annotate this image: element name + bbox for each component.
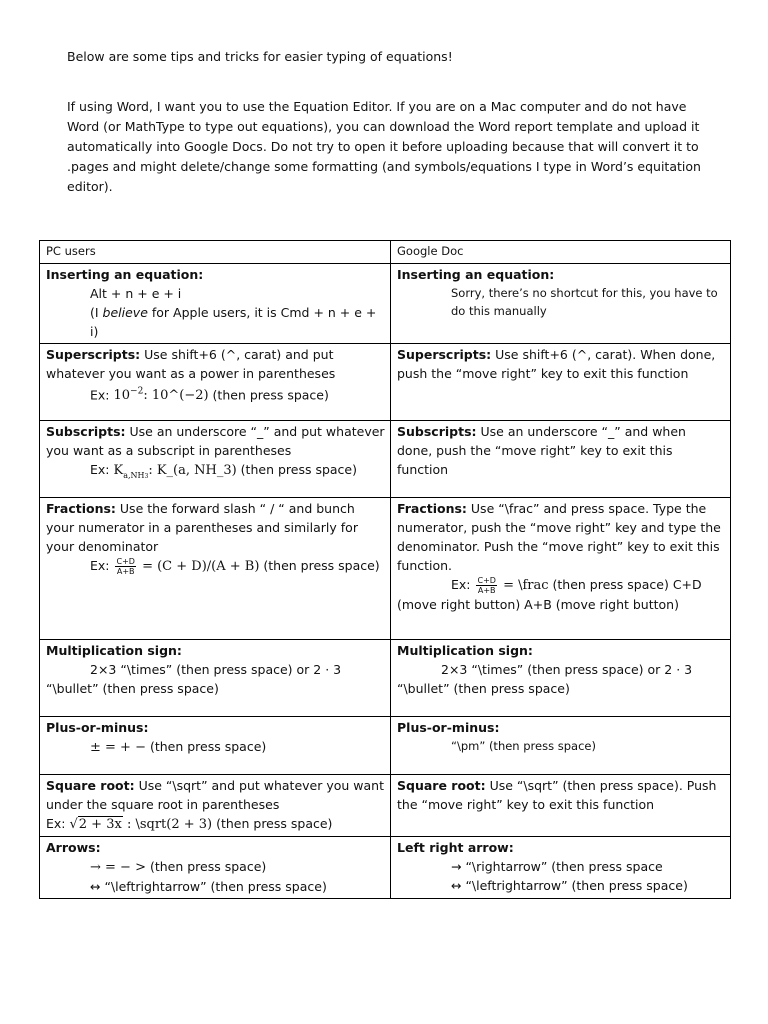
row-title: Superscripts: (46, 347, 141, 362)
example-line (46, 556, 385, 576)
example-math (113, 463, 236, 478)
row-title: Subscripts: (46, 424, 126, 439)
example-math (113, 388, 208, 403)
cell-text: 2×3 “\times” (then press space) or 2 · 3 (441, 662, 693, 677)
cell-pc-fractions (40, 498, 391, 640)
cell-text: Use “\sqrt” (then press space). Push the “move right” key to exit this function (397, 778, 717, 812)
subscript-index: 3 (144, 472, 149, 480)
example-label: Ex: (46, 816, 70, 831)
example-label: Ex: (90, 558, 114, 573)
cell-gd-plusminus (391, 717, 731, 775)
math-typed: = (C + D)/(A + B) (137, 559, 260, 574)
math-typed: ± = + − (90, 740, 146, 755)
cell-gd-subscripts (391, 421, 731, 498)
math-typed: = \frac (498, 578, 549, 593)
cell-text: “\pm” (then press space) (451, 739, 596, 753)
example-line (46, 737, 385, 757)
example-label: Ex: (451, 577, 475, 592)
table-row (40, 421, 731, 498)
cell-gd-superscripts (391, 344, 731, 421)
cell-text: Use “\sqrt” and put whatever you want under the square root in parentheses (46, 778, 384, 812)
example-label: Ex: (90, 387, 114, 403)
example-label: Ex: (90, 462, 114, 477)
cell-pc-multiplication (40, 640, 391, 717)
row-title: Fractions: (46, 501, 116, 516)
example-tail: (then press space) C+D (548, 577, 702, 592)
cell-text: → “\rightarrow” (then press space (451, 859, 663, 874)
intro-heading: Below are some tips and tricks for easier typing of equations! (67, 49, 453, 64)
cell-gd-fractions (391, 498, 731, 640)
table-row (40, 837, 731, 899)
example-math: √2 + 3x : \sqrt(2 + 3) (69, 817, 213, 832)
cell-pc-insert (40, 264, 391, 344)
math-base: K (113, 463, 124, 478)
row-title: Square root: (46, 778, 135, 793)
cell-text: 2×3 “\times” (then press space) or 2 · 3 (90, 662, 342, 677)
cell-text: Use shift+6 (^, carat) and put whatever you want as a power in parentheses (46, 347, 336, 381)
row-title: Square root: (397, 778, 486, 793)
row-title: Subscripts: (397, 424, 477, 439)
row-title: Inserting an equation: (397, 267, 555, 282)
example-line (397, 575, 725, 595)
intro-paragraph: If using Word, I want you to use the Equation Editor. If you are on a Mac computer and do not have Word (or MathType to type out equations), you can download the Word report template and upload it automatically into Google Docs. Do not try to open it before uploading because that will convert it to .pages and might delete/change some formatting (and symbols/equations I type in Word’s equitation editor). (67, 99, 701, 194)
cell-pc-arrows (40, 837, 391, 899)
row-title: Plus-or-minus: (46, 720, 149, 735)
row-title: Superscripts: (397, 347, 492, 362)
table-row (40, 264, 731, 344)
row-title: Left right arrow: (397, 840, 514, 855)
text-span: for Apple users, it is Cmd + n + e + i) (90, 305, 377, 339)
cell-text: Use an underscore “_” and when done, push the “move right” key to exit this function (397, 424, 686, 477)
cell-text: ↔ “\leftrightarrow” (then press space) (90, 879, 327, 894)
row-title: Arrows: (46, 840, 101, 855)
tips-table (39, 240, 731, 899)
example-tail: (then press space) (145, 739, 267, 754)
header-pc-users: PC users (40, 241, 391, 264)
cell-text: Sorry, there’s no shortcut for this, you have to do this manually (451, 286, 718, 318)
example-line (46, 814, 385, 834)
cell-gd-arrows (391, 837, 731, 899)
math-subscript (123, 471, 148, 480)
fraction-denominator: A+B (477, 586, 496, 595)
text-span: (I (90, 305, 103, 320)
cell-gd-multiplication (391, 640, 731, 717)
subscript-text: a,NH (123, 470, 145, 480)
example-line (46, 857, 385, 877)
table-header-row (40, 241, 731, 264)
table-row (40, 775, 731, 837)
row-title: Multiplication sign: (46, 643, 182, 658)
fraction (476, 576, 496, 595)
cell-text: Use “\frac” and press space. Type the numerator, push the “move right” key and type the denominator. Push the “move right” key to exit this function. (397, 501, 721, 573)
cell-text: ↔ “\leftrightarrow” (then press space) (451, 878, 688, 893)
cell-gd-sqrt (391, 775, 731, 837)
cell-text: “\bullet” (then press space) (46, 681, 219, 696)
cell-pc-plusminus (40, 717, 391, 775)
row-title: Fractions: (397, 501, 467, 516)
header-google-doc: Google Doc (391, 241, 731, 264)
math-typed: : 10^(−2) (143, 388, 209, 404)
emphasis-text: believe (102, 305, 148, 320)
math-typed: : \sqrt(2 + 3) (122, 817, 213, 832)
table-row (40, 717, 731, 775)
table-row (40, 498, 731, 640)
example-tail: (then press space) (259, 558, 380, 573)
example-tail: (then press space) (236, 462, 357, 477)
example-tail: (then press space) (208, 387, 329, 403)
example-tail: (then press space) (212, 816, 333, 831)
fraction-denominator: A+B (116, 567, 135, 576)
fraction (115, 557, 135, 576)
cell-text: (move right button) A+B (move right button) (397, 597, 679, 612)
cell-pc-sqrt (40, 775, 391, 837)
sqrt-radicand: 2 + 3x (78, 817, 122, 832)
example-line (46, 383, 385, 405)
cell-pc-subscripts (40, 421, 391, 498)
cell-text: Use shift+6 (^, carat). When done, push the “move right” key to exit this function (397, 347, 716, 381)
cell-text: Use the forward slash “ / “ and bunch your numerator in a parentheses and similarly for your denominator (46, 501, 358, 554)
math-typed: : K_(a, NH_3) (148, 463, 237, 478)
math-typed: → = − > (90, 860, 146, 875)
table-row (40, 640, 731, 717)
math-base: 10 (113, 388, 131, 404)
cell-text (46, 303, 385, 341)
example-tail: (then press space) (145, 859, 267, 874)
example-line (46, 460, 385, 486)
row-title: Multiplication sign: (397, 643, 533, 658)
cell-text: Use an underscore “_” and put whatever you want as a subscript in parentheses (46, 424, 385, 458)
cell-pc-superscripts (40, 344, 391, 421)
fraction-numerator: C+D (477, 576, 496, 585)
fraction-numerator: C+D (116, 557, 135, 566)
row-title: Plus-or-minus: (397, 720, 500, 735)
cell-text: Alt + n + e + i (90, 286, 182, 301)
cell-text: “\bullet” (then press space) (397, 681, 570, 696)
math-exponent: −2 (130, 387, 144, 397)
row-title: Inserting an equation: (46, 267, 204, 282)
table-row (40, 344, 731, 421)
cell-gd-insert (391, 264, 731, 344)
